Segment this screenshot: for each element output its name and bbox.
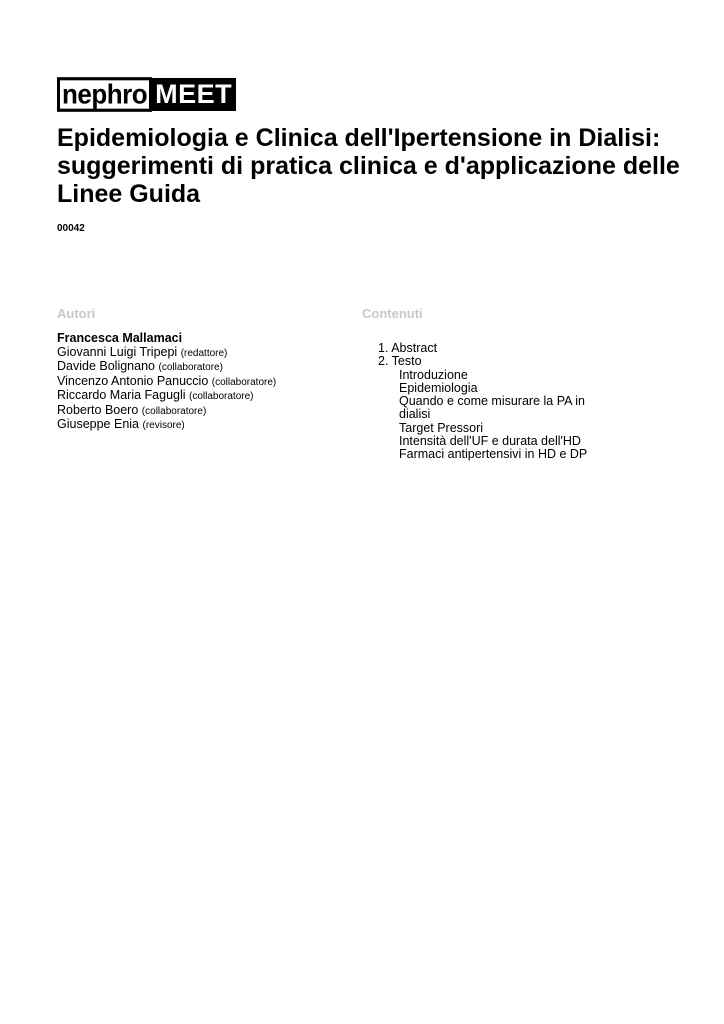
- contents-item-abstract[interactable]: [378, 342, 618, 355]
- author-name: Vincenzo Antonio Panuccio: [57, 373, 209, 388]
- author-role: (collaboratore): [141, 405, 207, 417]
- contents-subitems: [378, 369, 604, 462]
- author-role: (revisore): [142, 420, 185, 431]
- contents-item-label[interactable]: 1. Abstract: [378, 341, 438, 355]
- author-name: Giuseppe Enia: [57, 417, 140, 431]
- contents-list: [378, 342, 618, 462]
- author-item: [57, 404, 276, 419]
- contents-subitem-misurare-pa[interactable]: Quando e come misurare la PA in dialisi: [399, 394, 585, 422]
- contents-subitem-farmaci[interactable]: Farmaci antipertensivi in HD e DP: [399, 447, 588, 462]
- authors-list: [57, 332, 276, 433]
- author-role: (collaboratore): [189, 391, 254, 402]
- author-name: Giovanni Luigi Tripepi: [57, 344, 178, 359]
- contents-item-label[interactable]: 2. Testo: [378, 354, 422, 369]
- author-name: Riccardo Maria Fagugli: [57, 388, 186, 402]
- author-item: [57, 375, 276, 390]
- author-item: [57, 389, 276, 404]
- contents-subitem-epidemiologia[interactable]: Epidemiologia: [399, 380, 478, 395]
- author-role: (collaboratore): [211, 376, 277, 388]
- contents-subitem-introduzione[interactable]: Introduzione: [399, 367, 468, 382]
- author-item: [57, 332, 276, 346]
- contents-item-testo[interactable]: [378, 355, 618, 461]
- author-item: [57, 360, 276, 375]
- author-name: Davide Bolignano: [57, 359, 155, 373]
- logo-nephro-text: nephro: [57, 77, 152, 112]
- nephromeet-logo: [57, 78, 236, 111]
- logo-meet-text: MEET: [152, 78, 236, 111]
- contents-heading: Contenuti: [362, 306, 423, 321]
- author-item: [57, 418, 276, 433]
- document-id: 00042: [57, 223, 85, 234]
- author-name: Francesca Mallamaci: [57, 331, 183, 345]
- contents-subitem-target-pressori[interactable]: Target Pressori: [399, 420, 484, 435]
- author-name: Roberto Boero: [57, 402, 139, 417]
- author-item: [57, 346, 276, 361]
- contents-subitem-intensita-uf[interactable]: Intensità dell'UF e durata dell'HD: [399, 434, 581, 449]
- author-role: (redattore): [180, 347, 228, 359]
- author-role: (collaboratore): [158, 362, 223, 373]
- authors-heading: Autori: [57, 306, 96, 321]
- document-title: Epidemiologia e Clinica dell'Ipertensione in Dialisi: suggerimenti di pratica clinica e d'applicazione delle Linee Guida: [57, 124, 680, 208]
